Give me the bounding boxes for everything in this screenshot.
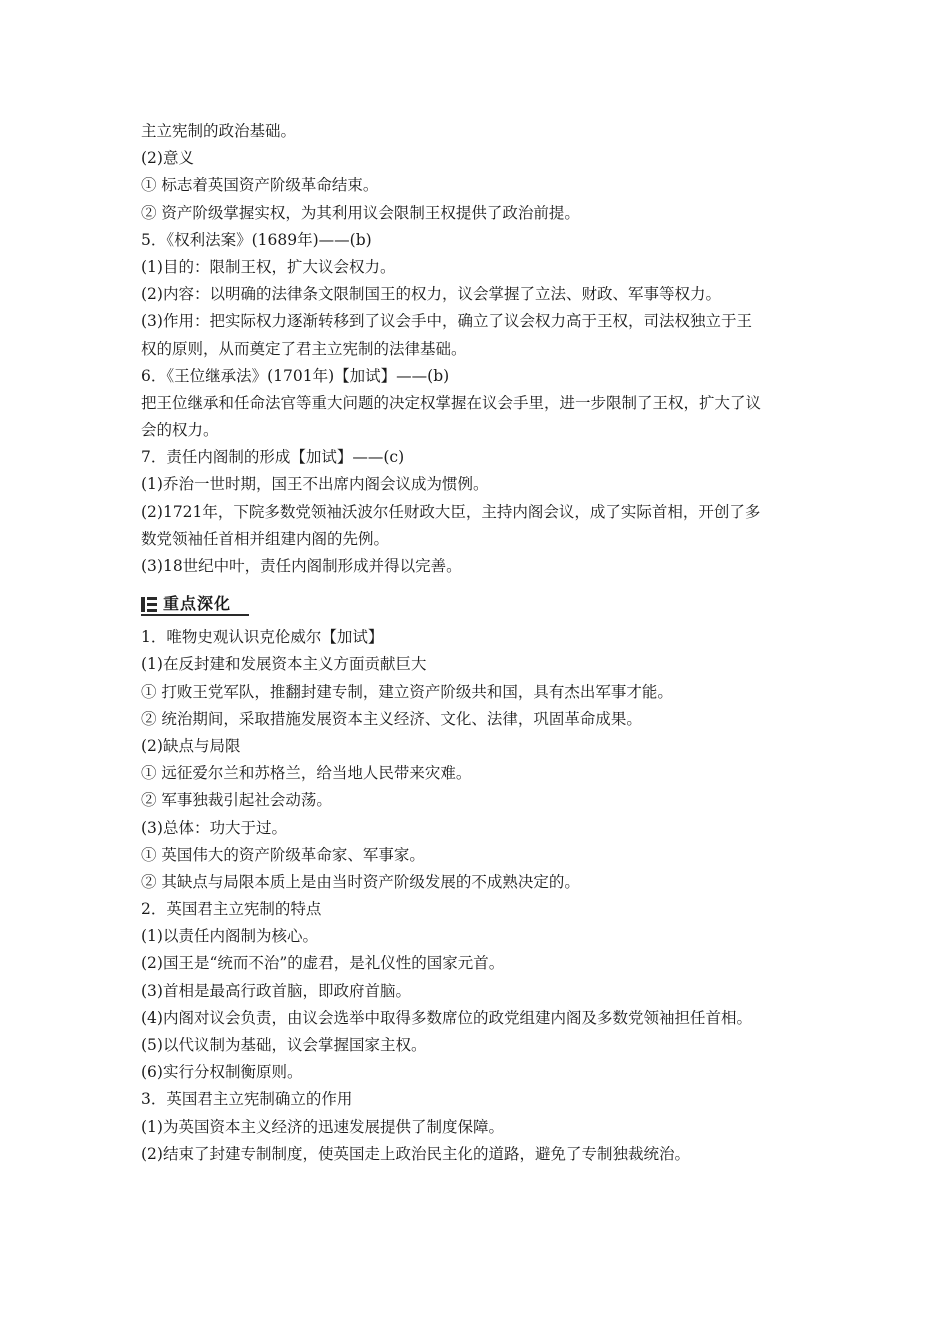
text-line: (3)作用：把实际权力逐渐转移到了议会手中，确立了议会权力高于王权，司法权独立于王	[141, 312, 752, 331]
text-line: (2)缺点与局限	[141, 736, 241, 755]
bottom-text-block	[141, 624, 821, 1168]
text-line: 1．唯物史观认识克伦威尔【加试】	[141, 628, 384, 647]
text-line: 把王位继承和任命法官等重大问题的决定权掌握在议会手里，进一步限制了王权，扩大了议	[141, 393, 762, 412]
text-line: 主立宪制的政治基础。	[141, 122, 297, 140]
text-line: 权的原则，从而奠定了君主立宪制的法律基础。	[141, 339, 467, 358]
text-line: (2)1721年，下院多数党领袖沃波尔任财政大臣，主持内阁会议，成了实际首相，开创了多	[141, 502, 761, 521]
section-underline	[141, 614, 249, 616]
top-text-block	[141, 118, 821, 580]
text-line: ② 其缺点与局限本质上是由当时资产阶级发展的不成熟决定的。	[141, 872, 580, 891]
text-line: (1)以责任内阁制为核心。	[141, 927, 318, 946]
text-line: (1)乔治一世时期，国王不出席内阁会议成为惯例。	[141, 475, 489, 494]
text-line: 数党领袖任首相并组建内阁的先例。	[141, 529, 390, 548]
section-title: 重点深化	[163, 594, 232, 614]
text-line: 6．《王位继承法》(1701年)【加试】——(b)	[141, 366, 450, 385]
text-line: ① 标志着英国资产阶级革命结束。	[141, 176, 379, 195]
text-line: (2)国王是“统而不治”的虚君，是礼仪性的国家元首。	[141, 954, 505, 973]
text-line: (5)以代议制为基础，议会掌握国家主权。	[141, 1036, 427, 1054]
text-line: (3)18世纪中叶，责任内阁制形成并得以完善。	[141, 557, 462, 575]
text-line: 3．英国君主立宪制确立的作用	[141, 1090, 353, 1109]
text-line: (1)在反封建和发展资本主义方面贡献巨大	[141, 655, 427, 674]
text-line: ② 统治期间，采取措施发展资本主义经济、文化、法律，巩固革命成果。	[141, 709, 642, 728]
text-line: (2)结束了封建专制制度，使英国走上政治民主化的道路，避免了专制独裁统治。	[141, 1144, 690, 1163]
document-page	[141, 118, 821, 1168]
text-line: 5．《权利法案》(1689年)——(b)	[141, 230, 372, 249]
text-line: (1)目的：限制王权，扩大议会权力。	[141, 257, 396, 276]
text-line: ① 英国伟大的资产阶级革命家、军事家。	[141, 845, 425, 864]
text-line: ② 资产阶级掌握实权，为其利用议会限制王权提供了政治前提。	[141, 203, 580, 222]
list-icon	[141, 597, 157, 612]
text-line: (6)实行分权制衡原则。	[141, 1063, 303, 1082]
text-line: ① 远征爱尔兰和苏格兰，给当地人民带来灾难。	[141, 764, 472, 783]
text-line: (3)首相是最高行政首脑，即政府首脑。	[141, 981, 411, 1000]
text-line: (1)为英国资本主义经济的迅速发展提供了制度保障。	[141, 1117, 504, 1136]
text-line: (4)内阁对议会负责，由议会选举中取得多数席位的政党组建内阁及多数党领袖担任首相。	[141, 1008, 752, 1027]
section-header	[141, 594, 821, 618]
text-line: 2．英国君主立宪制的特点	[141, 900, 322, 919]
text-line: 会的权力。	[141, 421, 219, 440]
text-line: ① 打败王党军队，推翻封建专制，建立资产阶级共和国，具有杰出军事才能。	[141, 682, 673, 701]
text-line: (2)内容：以明确的法律条文限制国王的权力，议会掌握了立法、财政、军事等权力。	[141, 285, 721, 304]
text-line: ② 军事独裁引起社会动荡。	[141, 791, 332, 810]
text-line: (3)总体：功大于过。	[141, 818, 287, 837]
text-line: (2)意义	[141, 149, 194, 168]
text-line: 7．责任内阁制的形成【加试】——(c)	[141, 448, 405, 467]
